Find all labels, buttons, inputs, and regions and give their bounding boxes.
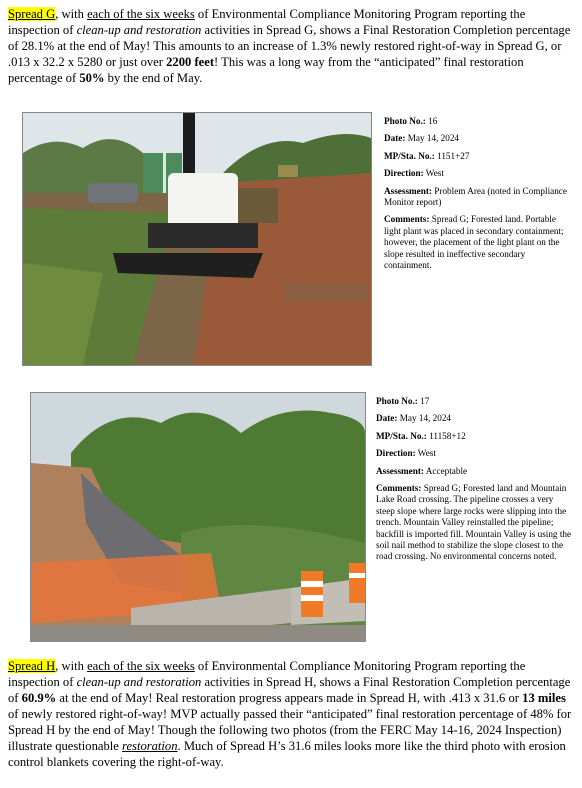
text: , with (55, 659, 88, 673)
text: of Environmental Compliance Monitoring Program reporting the inspection of (8, 7, 526, 37)
text: activities in Spread G, shows a Final Restoration Completion percentage of 28.1% at the end of May! This amounts to an increase of 1.3% newly restored right-of-way in Spread G, or .013 x 32.2 x 5280 or just over (8, 23, 571, 69)
six-weeks-text: each of the six weeks (87, 7, 195, 21)
slope-crossing-photo (31, 393, 365, 641)
light-plant-photo (23, 113, 371, 365)
spread-h-highlight: Spread H (8, 659, 56, 673)
direction-label: Direction: (384, 168, 424, 179)
assessment-label: Assessment: (384, 185, 432, 196)
date-value: May 14, 2024 (399, 413, 452, 424)
date-value: May 14, 2024 (407, 133, 460, 144)
text: . Much of Spread H’s 31.6 miles looks more like the third photo with erosion control blankets covering the right-of-way. (8, 739, 566, 769)
direction-value: West (417, 448, 436, 459)
direction-label: Direction: (376, 448, 416, 459)
assessment-value: Problem Area (noted in Compliance Monitor report) (384, 185, 567, 208)
comments-value: Spread G; Forested land and Mountain Lake Road crossing. The pipeline crosses a very steep slope where large rocks were slipping into the trench. Mountain Valley reinstalled the pipeline; backfill is imported fill. Mountain Valley is using the soil nail method to stabilize the slope closest to the road crossing. No environmental concerns noted. (376, 483, 572, 562)
assessment-value: Acceptable (425, 465, 468, 476)
comments-label: Comments: (384, 214, 430, 225)
percent-text: 50% (79, 71, 105, 85)
photo-no-value: 17 (420, 396, 430, 406)
sta-label: MP/Sta. No.: (376, 430, 427, 441)
miles-text: 13 miles (522, 691, 566, 705)
text: , with (55, 7, 88, 21)
restoration-text: restoration (122, 739, 178, 753)
photo-17-caption (376, 396, 572, 569)
six-weeks-text: each of the six weeks (87, 659, 195, 673)
sta-value: 11158+12 (429, 430, 466, 441)
text: at the end of May! Real restoration progress appears made in Spread H, with .413 x 31.6 or (56, 691, 523, 705)
sta-value: 1151+27 (437, 150, 470, 161)
clean-up-text: clean-up and restoration (76, 675, 202, 689)
clean-up-text: clean-up and restoration (76, 23, 202, 37)
text: activities in Spread H, shows a Final Restoration Completion percentage of (8, 675, 571, 705)
spread-g-highlight: Spread G (8, 7, 56, 21)
photo-16-image (22, 112, 372, 366)
sta-label: MP/Sta. No.: (384, 150, 435, 161)
comments-label: Comments: (376, 483, 422, 494)
percent-text: 60.9% (21, 691, 57, 705)
text: ! This was a long way from the “anticipated” final restoration percentage of (8, 55, 524, 85)
date-label: Date: (384, 133, 406, 144)
date-label: Date: (376, 413, 398, 424)
spread-h-paragraph (8, 658, 574, 770)
feet-text: 2200 feet (166, 55, 215, 69)
photo-no-value: 16 (428, 116, 438, 126)
photo-no-label: Photo No.: (384, 116, 426, 126)
photo-no-label: Photo No.: (376, 396, 418, 406)
text: by the end of May. (104, 71, 203, 85)
assessment-label: Assessment: (376, 465, 424, 476)
spread-g-paragraph (8, 6, 574, 86)
photo-16-caption (384, 116, 572, 277)
text: of newly restored right-of-way! MVP actually passed their “anticipated” final restoration percentage of 48% for Spread H by the end of May! Though the following two photos (from the FERC May 14-16, 2024 Inspection) illustrate questionable (8, 707, 572, 753)
comments-value: Spread G; Forested land. Portable light plant was placed in secondary containment; however, the placement of the light plant on the slope resulted in ineffective secondary containment. (384, 214, 564, 271)
text: of Environmental Compliance Monitoring Program reporting the inspection of (8, 659, 526, 689)
direction-value: West (425, 168, 444, 179)
photo-17-image (30, 392, 366, 642)
